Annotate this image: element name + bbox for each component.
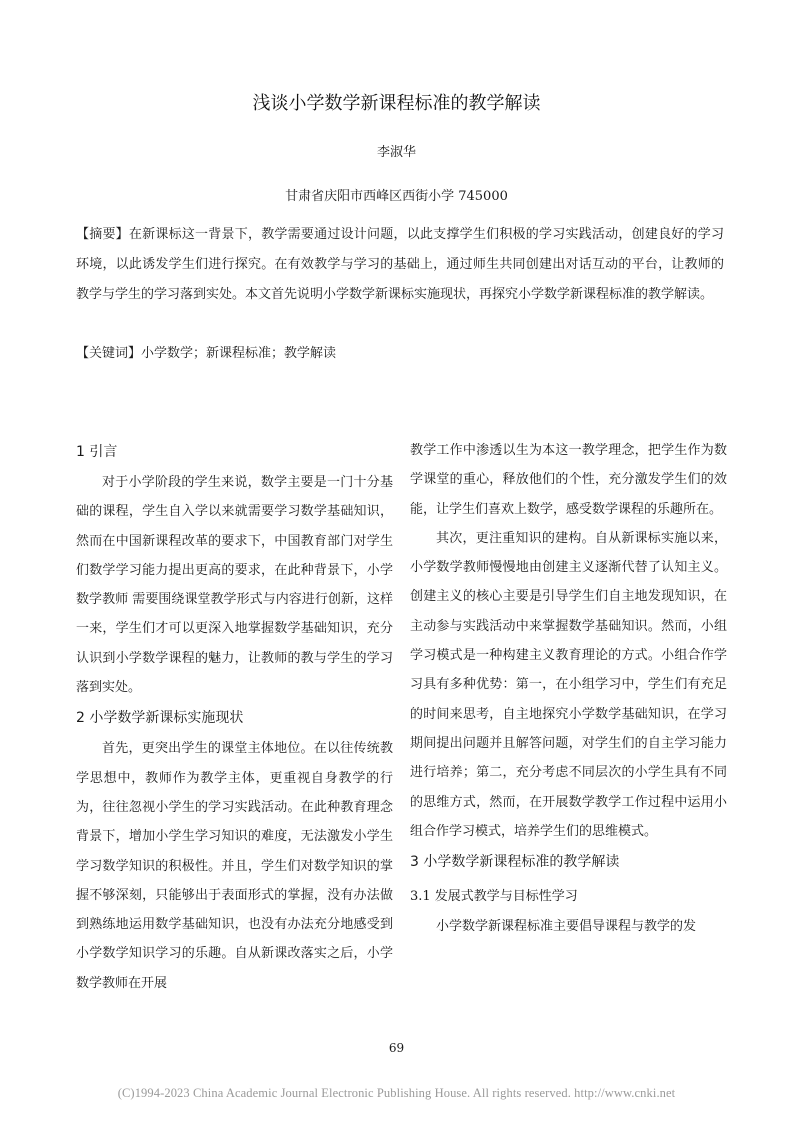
section-heading-introduction: 1 引言 (76, 444, 118, 460)
body-paragraph: 小学数学新课程标准主要倡导课程与教学的发 (436, 919, 697, 935)
subsection-heading: 3.1 发展式教学与目标性学习 (410, 889, 578, 905)
left-column (76, 436, 393, 998)
page-number: 69 (388, 1041, 405, 1055)
right-column (410, 436, 727, 941)
section-heading-interpretation: 3 小学数学新课程标准的教学解读 (410, 854, 620, 871)
body-paragraph: 首先，更突出学生的课堂主体地位。在以往传统教学思想中，教师作为教学主体，更重视自身教学的行为，往往忽视小学生的学习实践活动。在此种教育理念背景下，增加小学生学习知识的难度，无法激发小学生学习数学知识的积极性。并且，学生们对数学知识的掌握不够深刻，只能够出于表面形式的掌握，没有办法做到熟练地运用数学基础知识，也没有办法充分地感受到小学数学知识学习的乐趣。自从新课改落实之后，小学数学教师在开展 (76, 741, 393, 991)
section-heading-status: 2 小学数学新课标实施现状 (76, 710, 244, 727)
body-paragraph: 其次，更注重知识的建构。自从新课标实施以来，小学数学教师慢慢地由创建主义逐渐代替了认知主义。创建主义的核心主要是引导学生们自主地发现知识，在主动参与实践活动中来掌握数学基础知识。然而，小组学习模式是一种构建主义教育理论的方式。小组合作学习具有多种优势：第一，在小组学习中，学生们有充足的时间来思考，自主地探究小学数学基础知识，在学习期间提出问题并且解答问题，对学生们的自主学习能力进行培养；第二，充分考虑不同层次的小学生具有不同的思维方式，然而，在开展数学教学工作过程中运用小组合作学习模式，培养学生们的思维模式。 (410, 530, 727, 839)
keywords: 【关键词】小学数学；新课程标准；教学解读 (76, 346, 337, 361)
author-name: 李淑华 (376, 145, 416, 160)
author-affiliation: 甘肃省庆阳市西峰区西街小学 745000 (285, 189, 508, 204)
paper-title: 浅谈小学数学新课程标准的教学解读 (252, 93, 541, 114)
body-paragraph: 对于小学阶段的学生来说，数学主要是一门十分基础的课程，学生自入学以来就需要学习数学基础知识，然而在中国新课程改革的要求下，中国教育部门对学生们数学学习能力提出更高的要求，在此种背景下，小学数学教师 需要围绕课堂教学形式与内容进行创新，这样一来，学生们才可以更深入地掌握数学基础知识，充分认识到小学数学课程的魅力，让教师的教与学生的学习落到实处。 (76, 475, 393, 696)
abstract: 【摘要】在新课标这一背景下，教学需要通过设计问题，以此支撑学生们积极的学习实践活动，创建良好的学习环境，以此诱发学生们进行探究。在有效教学与学习的基础上，通过师生共同创建出对话互动的平台，让教师的教学与学生的学习落到实处。本文首先说明小学数学新课标实施现状，再探究小学数学新课程标准的教学解读。 (76, 227, 724, 302)
copyright-footer: (C)1994-2023 China Academic Journal Electronic Publishing House. All rights reserved. http://www.cnki.net (117, 1086, 676, 1100)
body-paragraph: 教学工作中渗透以生为本这一教学理念，把学生作为数学课堂的重心，释放他们的个性，充分激发学生们的效能，让学生们喜欢上数学，感受数学课程的乐趣所在。 (410, 443, 727, 517)
